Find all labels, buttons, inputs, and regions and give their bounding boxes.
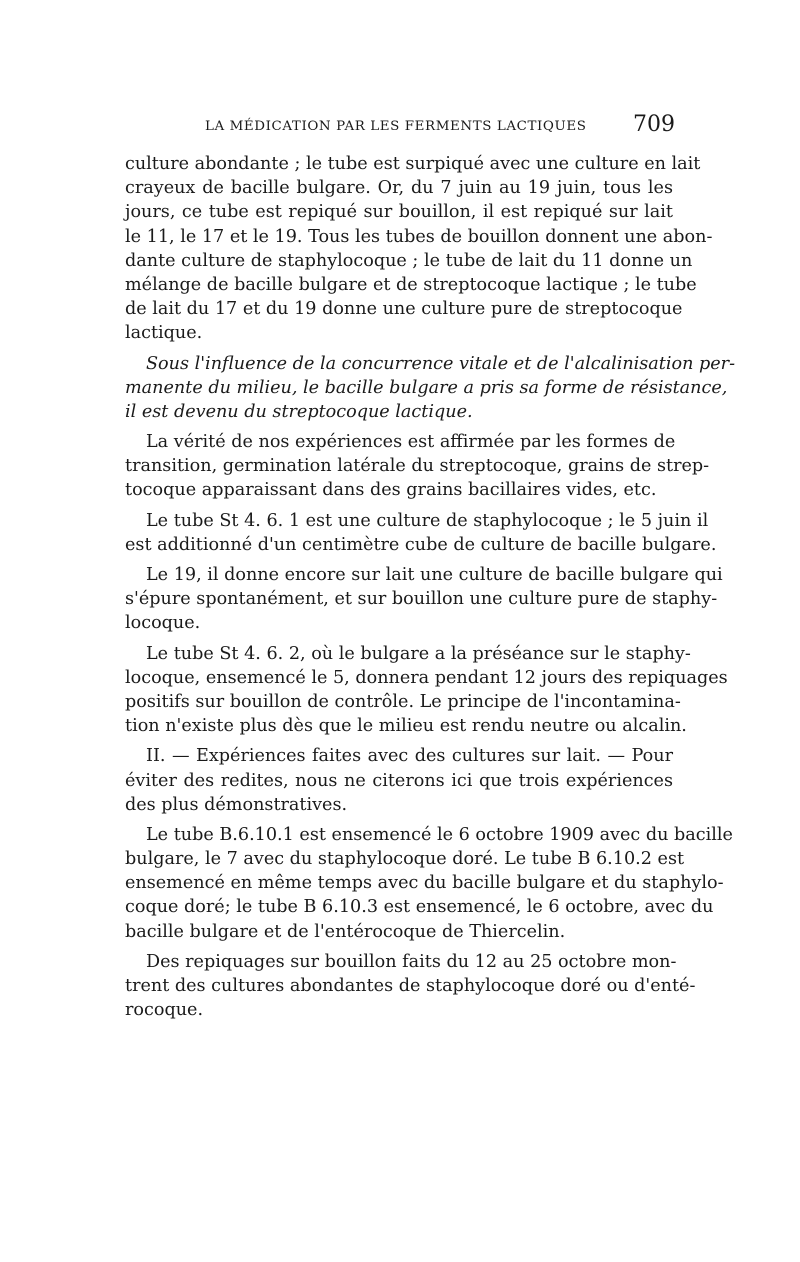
paragraph — [125, 152, 713, 346]
text-line: ensemencé en même temps avec du bacille bulgare et du staphylo- — [125, 873, 724, 894]
paragraph — [125, 744, 673, 817]
paragraph — [125, 509, 717, 557]
paragraph — [125, 823, 733, 944]
paragraph — [125, 563, 723, 636]
text-line: jours, ce tube est repiqué sur bouillon, il est repiqué sur lait — [125, 202, 673, 223]
text-line: locoque. — [125, 613, 201, 634]
text-line: II. — Expériences faites avec des cultures sur lait. — Pour — [146, 746, 673, 767]
text-line: locoque, ensemencé le 5, donnera pendant 12 jours des repiquages — [125, 667, 728, 688]
text-line: Le tube St 4. 6. 1 est une culture de staphylocoque ; le 5 juin il — [146, 510, 709, 531]
text-line: crayeux de bacille bulgare. Or, du 7 juin au 19 juin, tous les — [125, 178, 673, 199]
text-line: rocoque. — [125, 1000, 204, 1021]
text-line: Le tube St 4. 6. 2, où le bulgare a la préséance sur le staphy- — [146, 643, 691, 664]
text-line: trent des cultures abondantes de staphylocoque doré ou d'enté- — [125, 976, 696, 996]
text-line: des plus démonstratives. — [125, 794, 348, 815]
text-line: éviter des redites, nous ne citerons ici que trois expériences — [125, 770, 673, 791]
text-line: le 11, le 17 et le 19. Tous les tubes de bouillon donnent une abon- — [125, 226, 713, 247]
text-line: positifs sur bouillon de contrôle. Le principe de l'incontamina- — [125, 691, 681, 712]
text-line: La vérité de nos expériences est affirmée par les formes de — [146, 432, 676, 453]
text-line: manente du milieu, le bacille bulgare a pris sa forme de résistance, — [125, 377, 728, 398]
page-header — [205, 112, 675, 142]
body-text — [125, 152, 736, 1022]
text-line: Sous l'influence de la concurrence vitale et de l'alcalinisation per- — [146, 353, 736, 374]
text-line: dante culture de staphylocoque ; le tube de lait du 11 donne un — [125, 250, 693, 271]
text-line: est additionné d'un centimètre cube de culture de bacille bulgare. — [125, 534, 717, 555]
paragraph — [125, 950, 696, 1023]
text-line: Des repiquages sur bouillon faits du 12 au 25 octobre mon- — [146, 951, 677, 972]
text-line: Le tube B.6.10.1 est ensemencé le 6 octobre 1909 avec du bacille — [146, 824, 733, 845]
running-head: LA MÉDICATION PAR LES FERMENTS LACTIQUES — [205, 119, 587, 134]
text-line: tion n'existe plus dès que le milieu est rendu neutre ou alcalin. — [125, 716, 687, 737]
text-line: tocoque apparaissant dans des grains bacillaires vides, etc. — [125, 480, 657, 501]
text-line: il est devenu du streptocoque lactique. — [125, 401, 473, 422]
text-line: coque doré; le tube B 6.10.3 est ensemencé, le 6 octobre, avec du — [125, 897, 714, 918]
text-line: s'épure spontanément, et sur bouillon une culture pure de staphy- — [125, 589, 718, 610]
text-line: transition, germination latérale du streptocoque, grains de strep- — [125, 456, 710, 477]
paragraph — [125, 352, 736, 425]
text-line: bulgare, le 7 avec du staphylocoque doré. Le tube B 6.10.2 est — [125, 849, 685, 870]
text-line: Le 19, il donne encore sur lait une culture de bacille bulgare qui — [146, 565, 723, 585]
text-line: culture abondante ; le tube est surpiqué avec une culture en lait — [125, 154, 701, 174]
text-line: bacille bulgare et de l'entérocoque de Thiercelin. — [125, 921, 566, 942]
text-line: mélange de bacille bulgare et de streptocoque lactique ; le tube — [125, 274, 697, 295]
text-line: lactique. — [125, 323, 203, 344]
paragraph — [125, 642, 728, 739]
paragraph — [125, 430, 710, 503]
page-number: 709 — [633, 112, 675, 137]
text-line: de lait du 17 et du 19 donne une culture pure de streptocoque — [125, 299, 683, 320]
